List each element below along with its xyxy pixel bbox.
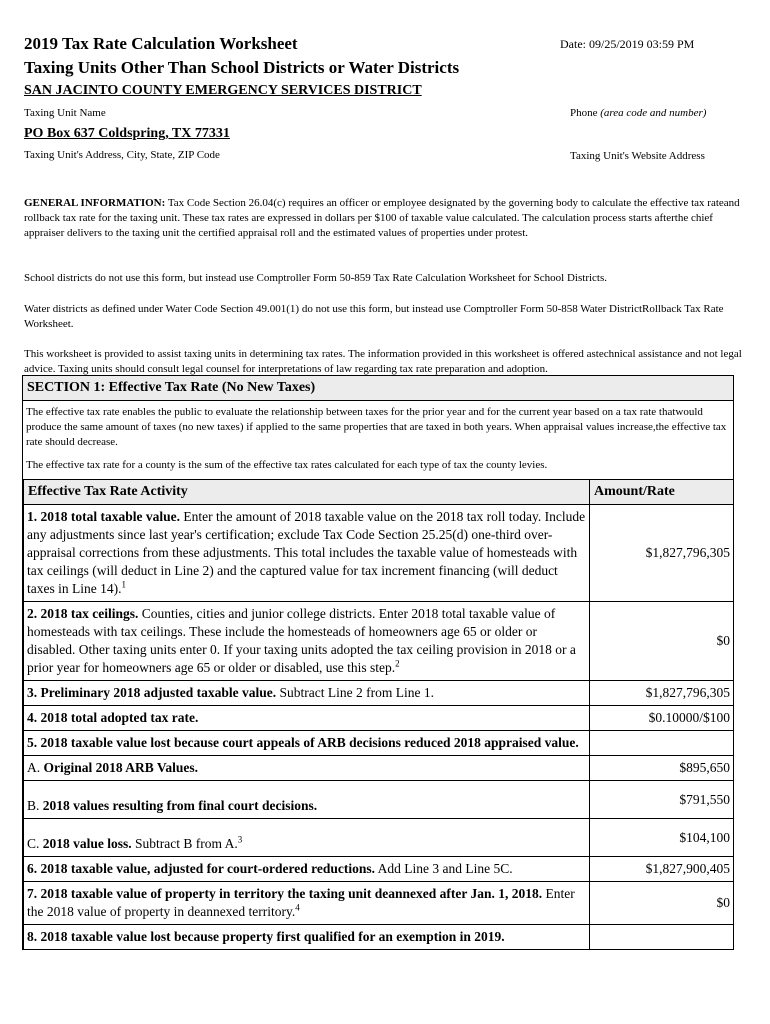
row-text: Add Line 3 and Line 5C. (374, 861, 513, 876)
row-footnote-ref: 1 (121, 579, 126, 590)
row-amount: $104,100 (590, 819, 734, 857)
worksheet-row (24, 731, 734, 756)
taxing-unit-name-label: Taxing Unit Name (24, 107, 106, 119)
row-amount (590, 731, 734, 756)
row-label: 2018 value loss. (42, 836, 132, 851)
assistance-note: This worksheet is provided to assist taxing units in determining tax rates. The information provided in this worksheet is offered astechnical assistance and not legal advice. Taxing units should consult legal counsel for interpretations of law regarding tax rate preparation and adoption. (24, 348, 742, 375)
row-prefix: B. (27, 798, 43, 813)
row-description (24, 819, 590, 857)
section-1-intro (23, 401, 733, 479)
row-amount: $0 (590, 602, 734, 681)
worksheet-row (24, 756, 734, 781)
row-text: Enter the 2018 value of property in deannexed territory. (27, 886, 575, 919)
row-amount: $0 (590, 882, 734, 925)
row-prefix: A. (27, 760, 44, 775)
row-description (24, 857, 590, 882)
row-amount: $0.10000/$100 (590, 706, 734, 731)
row-footnote-ref: 3 (237, 834, 243, 845)
row-label: 5. 2018 taxable value lost because court appeals of ARB decisions reduced 2018 appraised value. (27, 735, 579, 750)
row-description (24, 925, 590, 950)
row-text: Enter the amount of 2018 taxable value on the 2018 tax roll today. Include any adjustments since last year's certification; exclude Tax Code Section 25.25(d) one-third over-appraisal corrections from these adjustments. This total includes the taxable value of homesteads with tax ceilings (will deduct in Line 2) and the captured value for tax increment financing (will deduct taxes in Line 14). (27, 509, 586, 596)
phone-label-text: Phone (570, 107, 601, 119)
row-label: 2018 values resulting from final court decisions. (42, 798, 318, 813)
worksheet-subtitle: Taxing Units Other Than School Districts or Water Districts (24, 58, 460, 77)
general-info-paragraph (24, 196, 746, 241)
general-info-text: Tax Code Section 26.04(c) requires an officer or employee designated by the governing body to calculate the effective tax rateand rollback tax rate for the taxing unit. These tax rates are expressed in dollars per $100 of taxable value calculated. The calculation process starts afterthe chief appraiser delivers to the taxing unit the certified appraisal roll and the estimated values of properties under protest. (24, 197, 740, 239)
row-description (24, 706, 590, 731)
section-1-intro-p2: The effective tax rate for a county is the sum of the effective tax rates calculated for each type of tax the county levies. (26, 459, 548, 471)
row-description (24, 731, 590, 756)
section-1-intro-p1: The effective tax rate enables the public to evaluate the relationship between taxes for the prior year and for the current year based on a tax rate thatwould produce the same amount of taxes (no new taxes) if applied to the same properties that are taxed in both years. When appraisal values increase,the effective tax rate should decrease. (26, 406, 727, 448)
row-amount: $895,650 (590, 756, 734, 781)
row-description (24, 882, 590, 925)
row-label: Original 2018 ARB Values. (43, 760, 199, 775)
row-label: 4. 2018 total adopted tax rate. (27, 710, 199, 725)
row-amount: $1,827,900,405 (590, 857, 734, 882)
worksheet-row (24, 781, 734, 819)
row-description (24, 756, 590, 781)
row-description (24, 681, 590, 706)
row-description (24, 505, 590, 602)
activity-column-header: Effective Tax Rate Activity (24, 480, 590, 505)
worksheet-row (24, 857, 734, 882)
row-amount (590, 925, 734, 950)
water-districts-note: Water districts as defined under Water Code Section 49.001(1) do not use this form, but instead use Comptroller Form 50-858 Water DistrictRollback Tax Rate Worksheet. (24, 303, 724, 330)
website-label: Taxing Unit's Website Address (570, 150, 705, 162)
row-label: 3. Preliminary 2018 adjusted taxable value. (27, 685, 277, 700)
worksheet-row (24, 681, 734, 706)
phone-label-hint: (area code and number) (600, 107, 707, 119)
taxing-unit-name: SAN JACINTO COUNTY EMERGENCY SERVICES DISTRICT (24, 83, 422, 98)
row-text: Subtract Line 2 from Line 1. (276, 685, 434, 700)
row-label: 7. 2018 taxable value of property in territory the taxing unit deannexed after Jan. 1, 2018. (27, 886, 543, 901)
row-label: 8. 2018 taxable value lost because property first qualified for an exemption in 2019. (27, 929, 505, 944)
worksheet-row (24, 925, 734, 950)
row-description (24, 602, 590, 681)
row-footnote-ref: 2 (395, 658, 400, 669)
worksheet-date: Date: 09/25/2019 03:59 PM (560, 37, 695, 51)
taxing-unit-address-label: Taxing Unit's Address, City, State, ZIP Code (24, 149, 220, 161)
taxing-unit-address: PO Box 637 Coldspring, TX 77331 (24, 126, 230, 141)
worksheet-row (24, 882, 734, 925)
phone-label (570, 107, 706, 119)
worksheet-row (24, 505, 734, 602)
row-description (24, 781, 590, 819)
worksheet-row (24, 602, 734, 681)
school-districts-note: School districts do not use this form, but instead use Comptroller Form 50-859 Tax Rate Calculation Worksheet for School Districts. (24, 272, 608, 284)
effective-rate-table (23, 479, 734, 950)
row-footnote-ref: 4 (295, 902, 300, 913)
row-label: 2. 2018 tax ceilings. (27, 606, 139, 621)
amount-column-header: Amount/Rate (590, 480, 734, 505)
row-amount: $791,550 (590, 781, 734, 819)
worksheet-title: 2019 Tax Rate Calculation Worksheet (24, 34, 298, 53)
row-label: 1. 2018 total taxable value. (27, 509, 180, 524)
worksheet-row (24, 819, 734, 857)
row-amount: $1,827,796,305 (590, 681, 734, 706)
row-label: 6. 2018 taxable value, adjusted for court-ordered reductions. (27, 861, 375, 876)
general-info-lead: GENERAL INFORMATION: (24, 197, 166, 209)
section-1-title: SECTION 1: Effective Tax Rate (No New Taxes) (23, 376, 733, 401)
row-amount: $1,827,796,305 (590, 505, 734, 602)
row-prefix: C. (27, 836, 43, 851)
worksheet-row (24, 706, 734, 731)
section-1 (22, 375, 734, 950)
row-text: Subtract B from A. (131, 836, 238, 851)
row-text: Counties, cities and junior college districts. Enter 2018 total taxable value of homesteads with tax ceilings. These include the homesteads of homeowners age 65 or older or disabled. Other taxing units enter 0. If your taxing units adopted the tax ceiling provision in 2018 or a prior year for homeowners age 65 or older or disabled, use this step. (27, 606, 576, 675)
